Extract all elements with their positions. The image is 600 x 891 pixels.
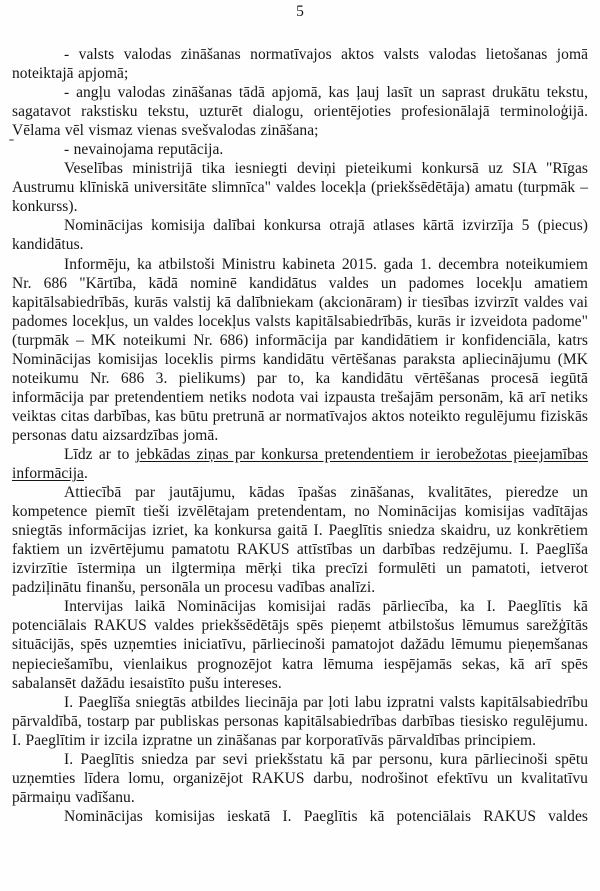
paragraph: [12, 597, 588, 692]
paragraph-text: Intervijas laikā Nominācijas komisijai radās pārliecība, ka I. Paeglītis kā potenciālais RAKUS valdes priekšsēdētājs spēs pieņemt atbilstošus lēmumus sarežģītās situācijās, spēs uzņemties iniciatīvu, pārliecinoši pamatojot dažādu lēmumu pieņemšanas nepieciešamību, vienlaikus prognozējot katra lēmuma iespējamās sekas, kā arī spēs sabalansēt dažādu iesaistīto pušu intereses.: [12, 598, 588, 692]
paragraph: [12, 159, 588, 216]
paragraph: [12, 140, 588, 159]
paragraph-text: Nominācijas komisija dalībai konkursa otrajā atlases kārtā izvirzīja 5 (piecus) kandidātus.: [12, 217, 588, 254]
paragraph-text: Attiecībā par jautājumu, kādas īpašas zināšanas, kvalitātes, pieredze un kompetence piemīt tieši izvēlētajam pretendentam, no Nominācijas komisijas vadītājas sniegtās informācijas izriet, ka konkursa gaitā I. Paeglītis sniedza skaidru, uz konkrētiem faktiem un izvērtējumu pamatotu RAKUS attīstības un darbības redzējumu. I. Paeglīša izvirzītie īstermiņa un ilgtermiņa mērķi tika precīzi formulēti un pamatoti, ietverot padziļinātu finanšu, personāla un procesu vadības analīzi.: [12, 484, 588, 597]
paragraph-text: .: [84, 465, 88, 483]
paragraph: [12, 216, 588, 254]
document-body: [12, 45, 588, 826]
paragraph: [12, 45, 588, 83]
paragraph: [12, 483, 588, 597]
paragraph-text: Nominācijas komisijas ieskatā I. Paeglītis kā potenciālais RAKUS valdes: [64, 807, 588, 825]
paragraph-text: Veselības ministrijā tika iesniegti deviņi pieteikumi konkursā uz SIA "Rīgas Austrumu klīniskā universitāte slimnīca" valdes locekļa (priekšsēdētāja) amatu (turpmāk – konkurss).: [12, 160, 588, 216]
paragraph-text: Informēju, ka atbilstoši Ministru kabineta 2015. gada 1. decembra noteikumiem Nr. 686 "Kārtība, kādā nominē kandidātus valdes un padomes locekļu amatiem kapitālsabiedrībās, kurās valstij kā dalībniekam (akcionāram) ir tiesības izvirzīt valdes vai padomes locekļus, un valdes locekļus valsts kapitālsabiedrībās, kurās ir izveidota padome" (turpmāk – MK noteikumi Nr. 686) informācija par kandidātiem ir konfidenciāla, katrs Nominācijas komisijas loceklis pirms kandidātu vērtēšanas paraksta apliecinājumu (MK noteikumu Nr. 686 3. pielikums) par to, ka kandidātu vērtēšanas procesā iegūtā informācija par pretendentiem netiks nodota vai izpausta trešajām personām, kā arī netiks veiktas citas darbības, kas būtu pretrunā ar normatīvajos aktos noteikto regulējumu fiziskās personas datu aizsardzības jomā.: [12, 255, 588, 444]
paragraph: [12, 83, 588, 140]
paragraph: [12, 255, 588, 445]
page-number: 5: [296, 3, 304, 20]
paragraph-text: - angļu valodas zināšanas tādā apjomā, kas ļauj lasīt un saprast drukātu tekstu, sagatavot rakstisku tekstu, uzturēt dialogu, orientējoties profesionālajā terminoloģijā. Vēlama vēl vismaz vienas svešvalodas zināšana;: [12, 84, 588, 140]
paragraph-text: I. Paeglītis sniedza par sevi priekšstatu kā par personu, kura pārliecinoši spētu uzņemties līdera lomu, organizējot RAKUS darbu, nodrošinot efektīvu un kvalitatīvu pārmaiņu vadīšanu.: [12, 750, 588, 806]
paragraph-text: - nevainojama reputācija.: [64, 141, 224, 159]
paragraph-text: - valsts valodas zināšanas normatīvajos aktos valsts valodas lietošanas jomā noteiktajā apjomā;: [12, 46, 588, 83]
paragraph-text: Līdz ar to: [64, 445, 136, 463]
scan-artifact: [9, 139, 14, 141]
paragraph-text: I. Paeglīša sniegtās atbildes liecināja par ļoti labu izpratni valsts kapitālsabiedrību pārvaldībā, tostarp par publiskas personas kapitālsabiedrības darbības tiesisko regulējumu. I. Paeglītim ir izcila izpratne un zināšanas par korporatīvās pārvaldības principiem.: [12, 693, 588, 749]
paragraph: [12, 445, 588, 483]
paragraph: [12, 693, 588, 750]
underlined-text: jebkādas ziņas par konkursa pretendentiem ir ierobežotas pieejamības informācija: [12, 445, 588, 483]
paragraph: [12, 807, 588, 826]
paragraph: [12, 750, 588, 807]
